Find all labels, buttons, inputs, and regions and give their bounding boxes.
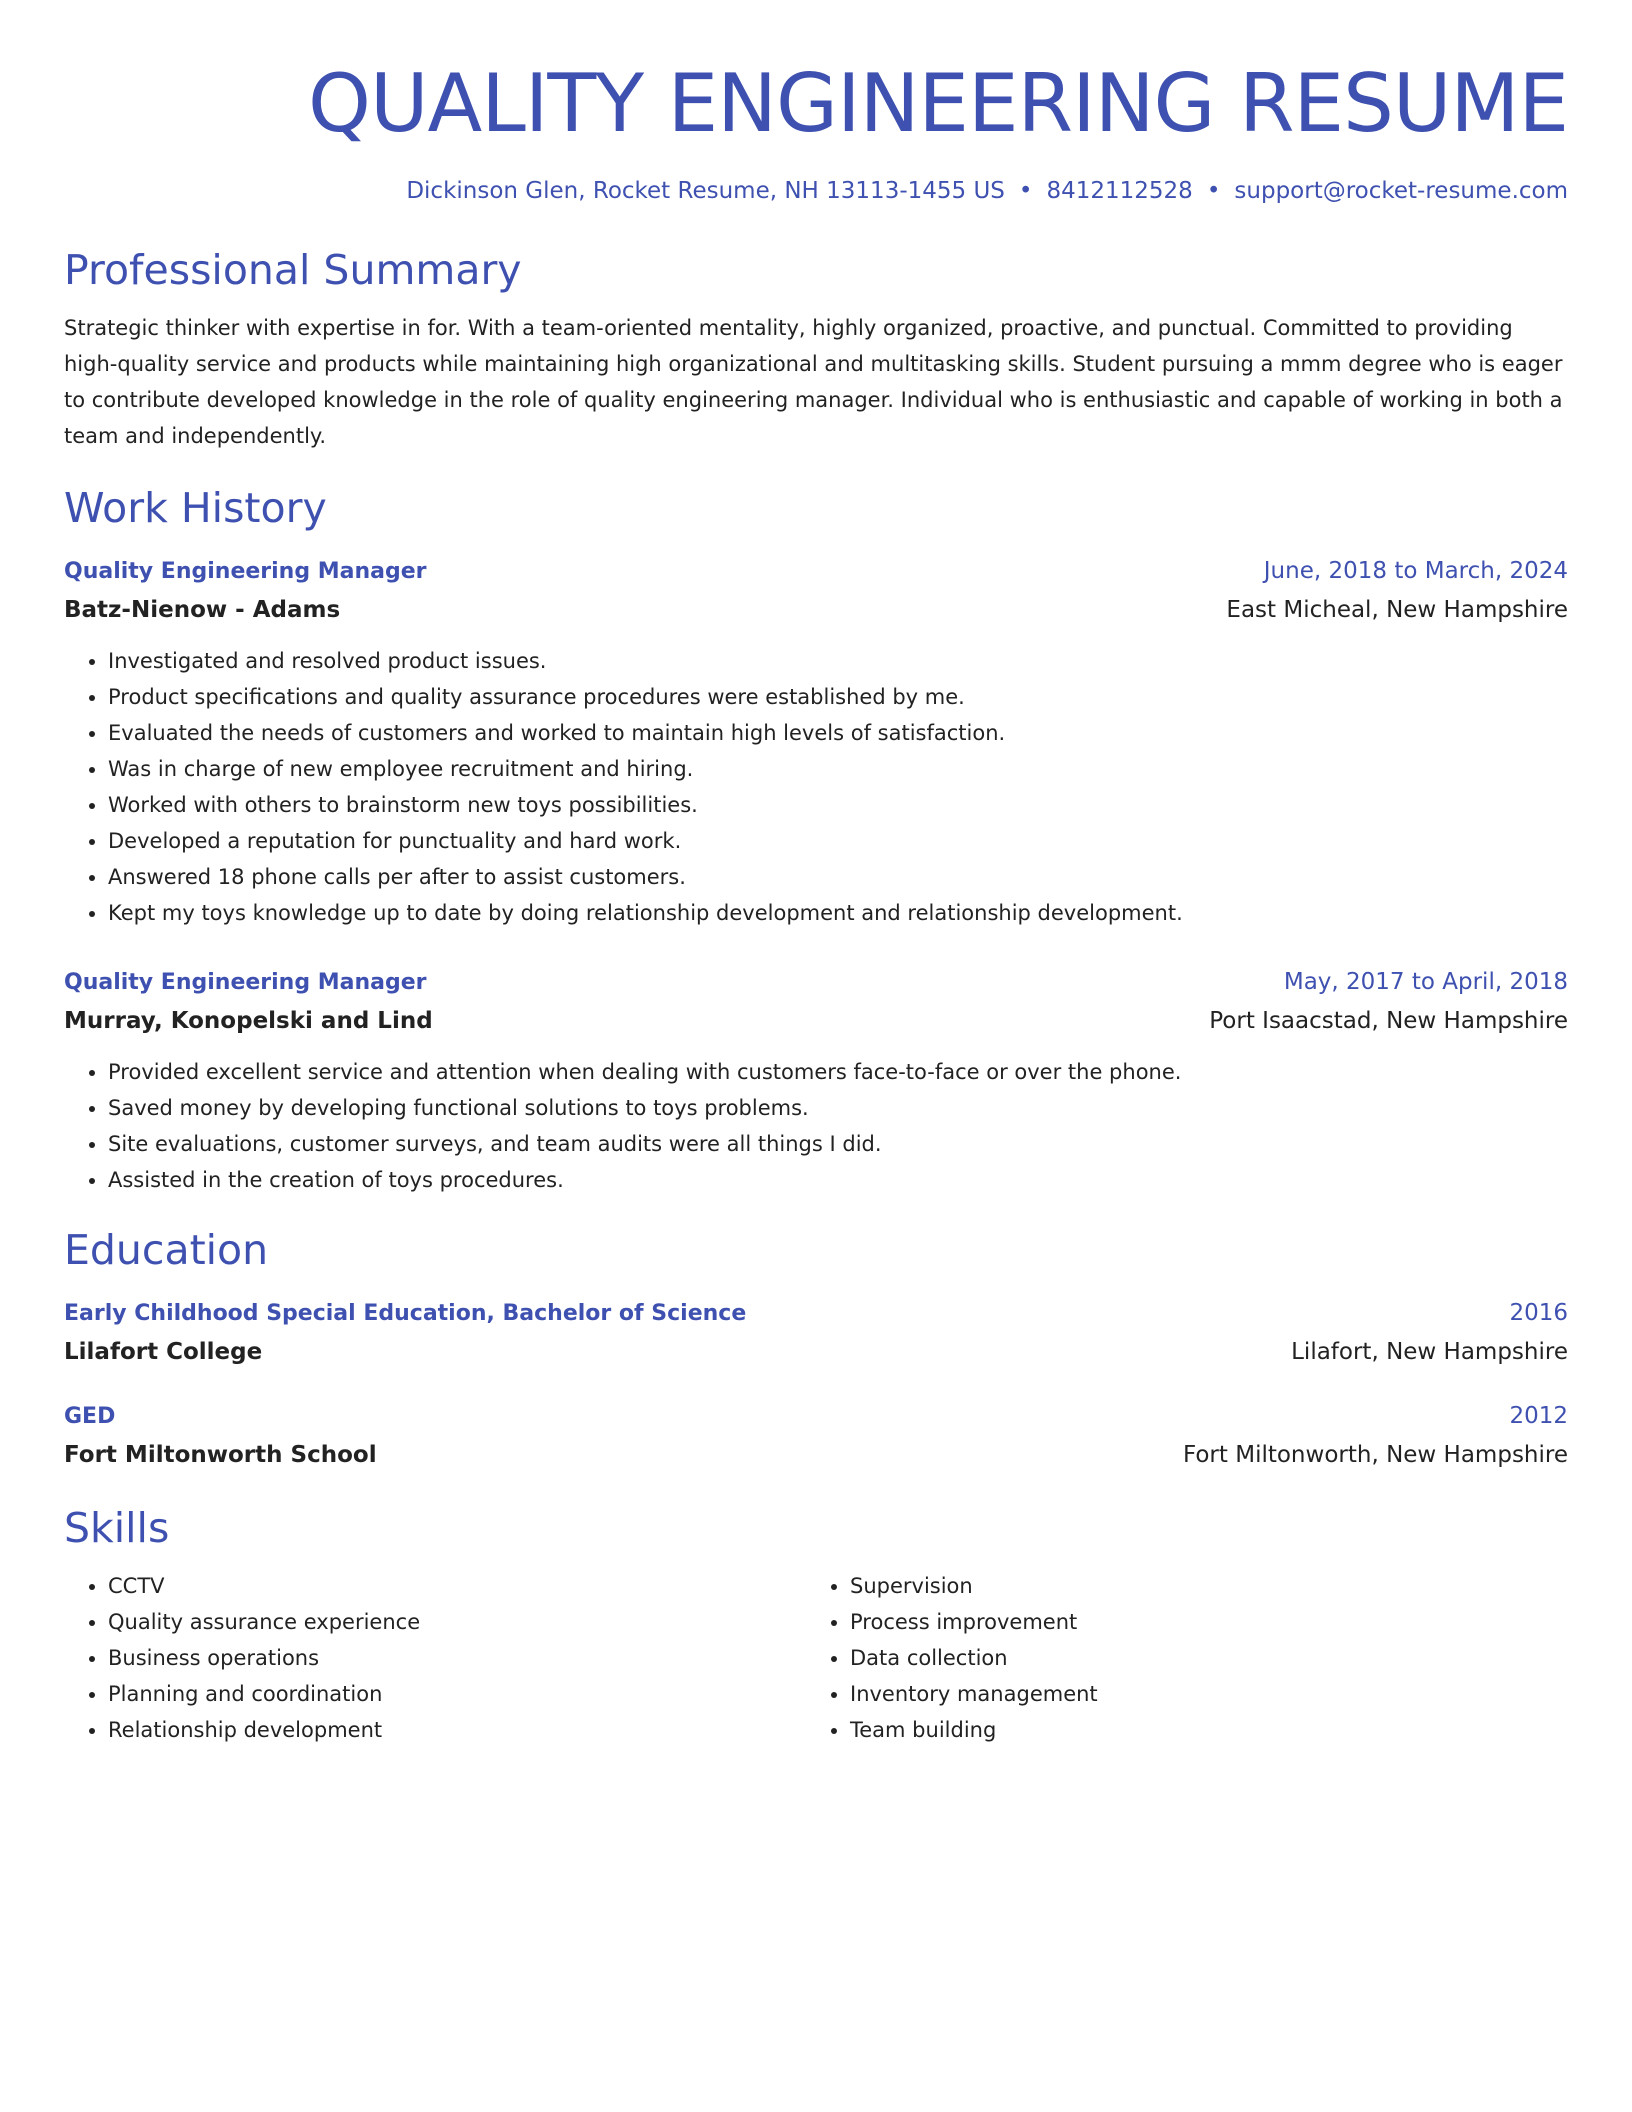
skill-item: • CCTV <box>108 1568 806 1604</box>
job-bullet: • Was in charge of new employee recruitment and hiring. <box>108 751 1568 787</box>
job-dates: June, 2018 to March, 2024 <box>1263 558 1568 584</box>
job-bullet: • Assisted in the creation of toys procedures. <box>108 1162 1568 1198</box>
job-entry <box>64 963 1568 1198</box>
job-bullet-list <box>64 643 1568 931</box>
education-location: Lilafort, New Hampshire <box>1291 1339 1568 1365</box>
job-bullet-list <box>64 1054 1568 1198</box>
education-heading: Education <box>64 1226 269 1274</box>
job-company: Murray, Konopelski and Lind <box>64 1008 433 1034</box>
education-header-row <box>64 1397 1568 1436</box>
contact-separator: • <box>1206 178 1221 204</box>
contact-separator: • <box>1018 178 1033 204</box>
education-header-row <box>64 1294 1568 1333</box>
job-company-row <box>64 1002 1568 1040</box>
education-degree: GED <box>64 1404 116 1429</box>
skill-item: • Data collection <box>850 1640 1548 1676</box>
skill-item: • Supervision <box>850 1568 1548 1604</box>
job-bullet: • Site evaluations, customer surveys, and team audits were all things I did. <box>108 1126 1568 1162</box>
skill-item: • Inventory management <box>850 1676 1548 1712</box>
job-header-row <box>64 963 1568 1002</box>
job-bullet: • Product specifications and quality assurance procedures were established by me. <box>108 679 1568 715</box>
job-title: Quality Engineering Manager <box>64 970 427 995</box>
job-location: East Micheal, New Hampshire <box>1226 597 1568 623</box>
skill-item: • Team building <box>850 1712 1548 1748</box>
job-bullet: • Saved money by developing functional solutions to toys problems. <box>108 1090 1568 1126</box>
job-bullet: • Kept my toys knowledge up to date by doing relationship development and relationship development. <box>108 895 1568 931</box>
contact-address: Dickinson Glen, Rocket Resume, NH 13113-1455 US <box>406 178 1005 204</box>
skill-item: • Quality assurance experience <box>108 1604 806 1640</box>
contact-email[interactable]: support@rocket-resume.com <box>1234 178 1568 204</box>
skill-item: • Relationship development <box>108 1712 806 1748</box>
education-location: Fort Miltonworth, New Hampshire <box>1182 1442 1568 1468</box>
education-school: Fort Miltonworth School <box>64 1442 377 1468</box>
skill-item: • Planning and coordination <box>108 1676 806 1712</box>
education-school-row <box>64 1436 1568 1474</box>
resume-title: QUALITY ENGINEERING RESUME <box>308 57 1568 150</box>
job-location: Port Isaacstad, New Hampshire <box>1209 1008 1568 1034</box>
skill-item: • Process improvement <box>850 1604 1548 1640</box>
job-header-row <box>64 552 1568 591</box>
education-year: 2016 <box>1509 1300 1568 1326</box>
skills-list-left <box>64 1568 806 1748</box>
job-dates: May, 2017 to April, 2018 <box>1283 969 1568 995</box>
education-entry <box>64 1397 1568 1474</box>
education-school-row <box>64 1333 1568 1371</box>
skills-heading: Skills <box>64 1504 170 1552</box>
resume-page <box>64 0 1568 1748</box>
education-entry <box>64 1294 1568 1371</box>
job-bullet: • Investigated and resolved product issues. <box>108 643 1568 679</box>
skill-item: • Business operations <box>108 1640 806 1676</box>
contact-phone: 8412112528 <box>1046 178 1193 204</box>
job-bullet: • Developed a reputation for punctuality and hard work. <box>108 823 1568 859</box>
education-year: 2012 <box>1509 1403 1568 1429</box>
job-company-row <box>64 591 1568 629</box>
skills-columns <box>64 1568 1568 1748</box>
education-degree: Early Childhood Special Education, Bachelor of Science <box>64 1301 747 1326</box>
job-company: Batz-Nienow - Adams <box>64 597 341 623</box>
summary-text: Strategic thinker with expertise in for. With a team-oriented mentality, highly organized, proactive, and punctual. Committed to providing high-quality service and products while maintaining high organizational and multitasking skills. Student pursuing a mmm degree who is eager to contribute developed knowledge in the role of quality engineering manager. Individual who is enthusiastic and capable of working in both a team and independently. <box>64 316 1563 448</box>
summary-heading: Professional Summary <box>64 246 522 294</box>
job-bullet: • Provided excellent service and attention when dealing with customers face-to-face or over the phone. <box>108 1054 1568 1090</box>
job-bullet: • Evaluated the needs of customers and worked to maintain high levels of satisfaction. <box>108 715 1568 751</box>
job-entry <box>64 552 1568 931</box>
contact-line <box>64 174 1568 208</box>
work-history-heading: Work History <box>64 484 327 532</box>
job-bullet: • Worked with others to brainstorm new toys possibilities. <box>108 787 1568 823</box>
job-title: Quality Engineering Manager <box>64 559 427 584</box>
education-school: Lilafort College <box>64 1339 263 1365</box>
skills-list-right <box>806 1568 1548 1748</box>
job-bullet: • Answered 18 phone calls per after to assist customers. <box>108 859 1568 895</box>
